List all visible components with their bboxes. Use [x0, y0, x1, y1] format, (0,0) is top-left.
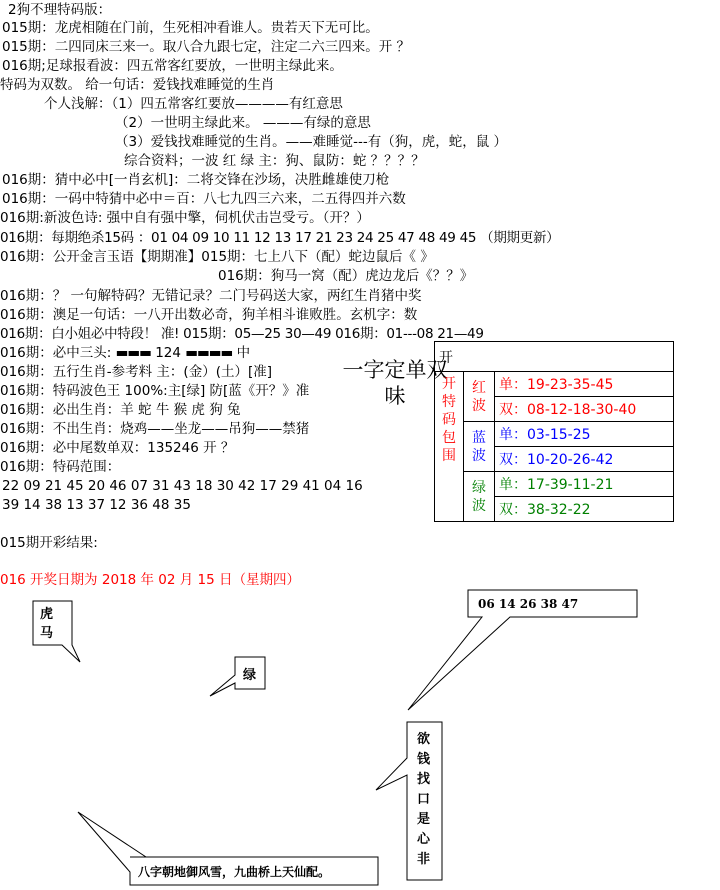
line-016-range-label: 016期：特码范围： — [0, 459, 121, 475]
wave-red-label: 红波 — [464, 372, 495, 422]
line-summary: 综合资料；一波 红 绿 主：狗、鼠防：蛇 ？？？？ — [124, 153, 425, 169]
wave-red-double: 双：08-12-18-30-40 — [495, 397, 674, 422]
line-015-dragon-tiger: 015期：龙虎相随在门前，生死相冲看谁人。贵若天下无可比。 — [2, 20, 379, 36]
line-range-numbers-1: 22 09 21 45 20 46 07 31 43 18 30 42 17 29 41 04 16 — [2, 478, 363, 494]
callout-vertical-bubble — [376, 722, 442, 880]
line-analysis-2: （2）一世明主绿此来。 ———有绿的意思 — [115, 115, 371, 131]
wave-table-open: 开 — [435, 342, 674, 372]
line-016-wave-king: 016期：特码波色王 100%:主[绿] 防[蓝《开？》准 — [0, 383, 310, 399]
callout-poem-text: 八字朝地御风雪，九曲桥上天仙配。 — [138, 865, 331, 879]
bar-glyphs-right: ▬▬▬▬ — [185, 345, 233, 361]
line-016-miss-white: 016期：白小姐必中特段！ 准! 015期：05—25 30—49 016期：01---08 21—49 — [0, 326, 484, 342]
wave-red-single: 单：19-23-35-45 — [495, 372, 674, 397]
bar-glyphs-left: ▬▬▬ — [115, 345, 151, 361]
three-heads-label: 016期：必中三头: — [0, 345, 112, 361]
line-015-result: 015期开彩结果: — [0, 535, 98, 551]
line-016-one-sentence: 016期：？ 一句解特码？无错记录？二门号码送大家，两红生肖猪中奖 — [0, 288, 422, 304]
line-analysis-1: 个人浅解：（1）四五常客红要放————有红意思 — [44, 96, 343, 112]
line-016-zodiac-riddle: 016期：猜中必中[一肖玄机]：二将交锋在沙场，决胜雌雄使刀枪 — [2, 172, 390, 188]
callout-color-bubble — [210, 657, 265, 696]
callout-color-text: 绿 — [243, 668, 257, 683]
line-range-numbers-2: 39 14 38 13 37 12 36 48 35 — [2, 497, 191, 513]
callout-vertical-text: 欲钱找口是心非 — [417, 732, 431, 867]
line-016-wave-poem: 016期:新波色诗: 强中自有强中擎，伺机伏击岂受亏。（开？） — [0, 210, 370, 226]
big-title: 一字定单双味 — [342, 358, 448, 408]
callout-zodiac-text: 虎马 — [40, 607, 54, 641]
three-heads-value: 124 — [155, 345, 181, 361]
wave-table-side-label: 开特码包围 — [435, 372, 464, 522]
wave-blue-double: 双：10-20-26-42 — [495, 447, 674, 472]
line-016-not-zodiac: 016期：不出生肖：烧鸡——坐龙——吊狗——禁猪 — [0, 421, 310, 437]
line-016-golden-words: 016期：公开金言玉语【期期准】015期：七上八下（配）蛇边鼠后《 》 — [0, 249, 434, 265]
line-016-one-code: 016期：一码中特猜中必中＝百：八七九四三六来，二五得四并六数 — [2, 191, 406, 207]
line-analysis-3: （3）爱钱找难睡觉的生肖。——难睡觉---有（狗，虎，蛇，鼠 ） — [115, 134, 507, 150]
line-016-draw-date: 016 开奖日期为 2018 年 02 月 15 日（星期四） — [0, 572, 301, 588]
line-016-kill-15: 016期：每期绝杀15码 ：01 04 09 10 11 12 13 17 21 23 24 25 47 48 49 45 （期期更新） — [0, 230, 560, 246]
line-016-macau: 016期：澳足一句话：一八开出数必奇，狗羊相斗谁败胜。玄机字：数 — [0, 307, 418, 323]
line-015-bed: 015期：二四同床三来一。取八合九跟七定，注定二六三四来。开 ？ — [2, 39, 411, 55]
line-016-football: 016期;足球报看波：四五常客红要放，一世明主绿此来。 — [2, 58, 343, 74]
wave-blue-label: 蓝波 — [464, 422, 495, 472]
callout-numbers-text: 06 14 26 38 47 — [478, 597, 579, 611]
line-016-dog-horse: 016期：狗马一窝（配）虎边龙后《？？》 — [218, 268, 474, 284]
header-title: 2狗不理特码版： — [8, 2, 112, 18]
line-016-tail-numbers: 016期：必中尾数单双：135246 开 ？ — [0, 440, 235, 456]
line-016-five-elements: 016期：五行生肖-参考料 主：(金）(土）[准] — [0, 364, 272, 380]
wave-blue-single: 单：03-15-25 — [495, 422, 674, 447]
line-016-must-zodiac: 016期：必出生肖：羊 蛇 牛 猴 虎 狗 兔 — [0, 402, 241, 418]
wave-green-single: 单：17-39-11-21 — [495, 472, 674, 497]
line-special-even: 特码为双数。 给一句话：爱钱找难睡觉的生肖 — [0, 77, 275, 93]
three-heads-suffix: 中 — [236, 345, 251, 361]
wave-green-label: 绿波 — [464, 472, 495, 522]
wave-green-double: 双：38-32-22 — [495, 497, 674, 522]
